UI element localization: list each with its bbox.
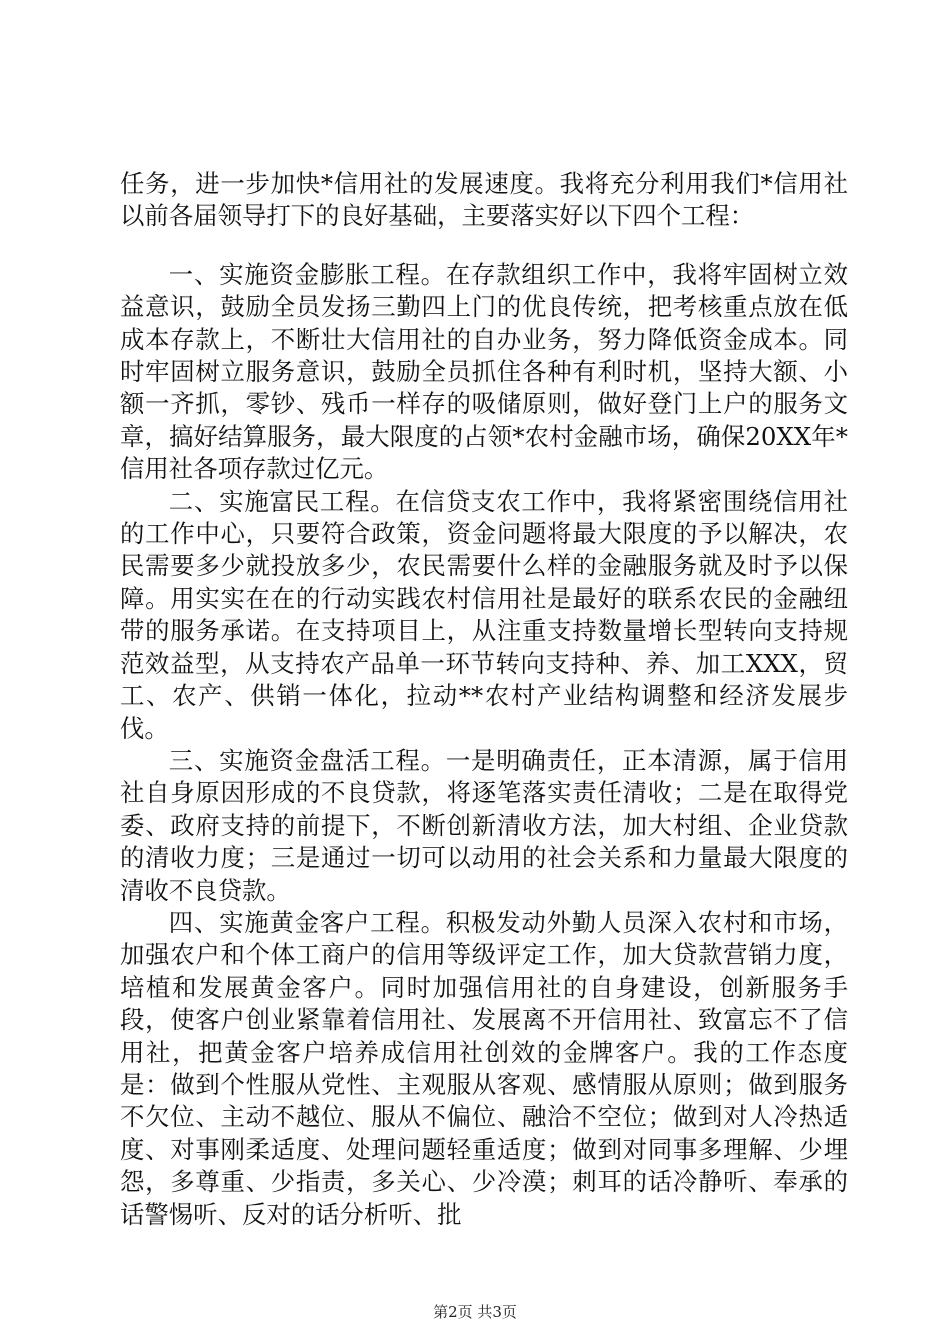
paragraph-gold-customers: 四、实施黄金客户工程。积极发动外勤人员深入农村和市场，加强农户和个体工商户的信用等级评定工作，加大贷款营销力度，培植和发展黄金客户。同时加强信用社的自身建设，创新服务手段，使客户创业紧靠着信用社、发展离不开信用社、致富忘不了信用社，把黄金客户培养成信用社创效的金牌客户。我的工作态度是：做到个性服从党性、主观服从客观、感情服从原则；做到服务不欠位、主动不越位、服从不偏位、融洽不空位；做到对人冷热适度、对事刚柔适度、处理问题轻重适度；做到对同事多理解、少埋怨，多尊重、少指责，多关心、少冷漠；刺耳的话冷静听、奉承的话警惕听、反对的话分析听、批	[120, 907, 848, 1229]
paragraph-fund-revitalization: 三、实施资金盘活工程。一是明确责任，正本清源，属于信用社自身原因形成的不良贷款，将逐笔落实责任清收；二是在取得党委、政府支持的前提下，不断创新清收方法，加大村组、企业贷款的清收力度；三是通过一切可以动用的社会关系和力量最大限度的清收不良贷款。	[120, 745, 848, 905]
paragraph-intro: 任务，进一步加快*信用社的发展速度。我将充分利用我们*信用社以前各届领导打下的良好基础，主要落实好以下四个工程：	[120, 169, 848, 231]
paragraph-enrich-farmers: 二、实施富民工程。在信贷支农工作中，我将紧密围绕信用社的工作中心，只要符合政策，资金问题将最大限度的予以解决，农民需要多少就投放多少，农民需要什么样的金融服务就及时予以保障。用实实在在的行动实践农村信用社是最好的联系农民的金融纽带的服务承诺。在支持项目上，从注重支持数量增长型转向支持规范效益型，从支持农产品单一环节转向支持种、养、加工XXX，贸工、农产、供销一体化，拉动**农村产业结构调整和经济发展步伐。	[120, 486, 848, 743]
document-body	[120, 168, 848, 1231]
page-number-footer: 第2页 共3页	[433, 1303, 517, 1321]
paragraph-fund-expansion: 一、实施资金膨胀工程。在存款组织工作中，我将牢固树立效益意识，鼓励全员发扬三勤四上门的优良传统，把考核重点放在低成本存款上，不断壮大信用社的自办业务，努力降低资金成本。同时牢固树立服务意识，鼓励全员抓住各种有利时机，坚持大额、小额一齐抓，零钞、残币一样存的吸储原则，做好登门上户的服务文章，搞好结算服务，最大限度的占领*农村金融市场，确保20XX年*信用社各项存款过亿元。	[120, 259, 848, 484]
